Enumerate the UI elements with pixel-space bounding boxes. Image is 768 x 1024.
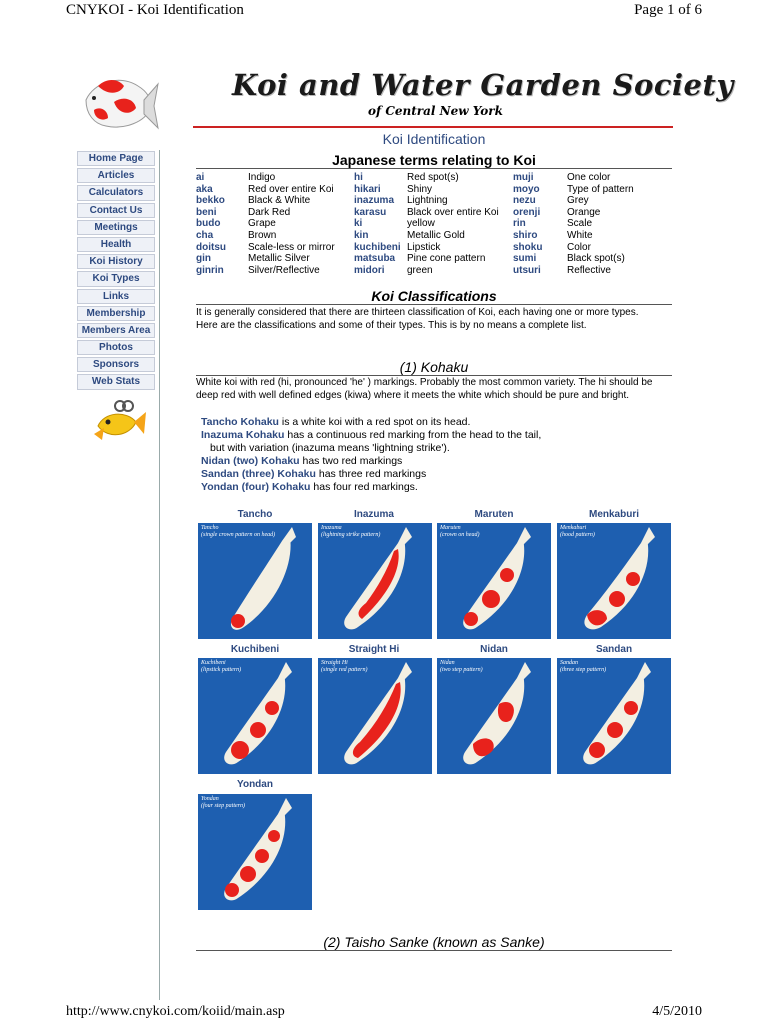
term: karasu	[354, 206, 387, 218]
site-banner-subtitle: of Central New York	[368, 104, 503, 118]
koi-illustration-tancho	[198, 523, 312, 639]
term: bekko	[196, 195, 225, 207]
koi-photo-nidan: Nidan (two step pattern)	[437, 658, 551, 774]
nav-membership[interactable]: Membership	[77, 306, 155, 321]
term: cha	[196, 229, 214, 241]
koi-logo-icon	[80, 70, 160, 138]
photo-label-straight-hi: Straight Hi	[348, 644, 400, 655]
term: ai	[196, 172, 205, 183]
koi-illustration-menkaburi	[557, 523, 671, 639]
site-banner-title: Koi and Water Garden Society	[232, 68, 734, 102]
terms-heading: Japanese terms relating to Koi	[332, 152, 536, 168]
sanke-heading-area	[196, 934, 672, 951]
term: kin	[354, 229, 369, 241]
koi-illustration-yondan	[198, 794, 312, 910]
term: matsuba	[354, 253, 396, 265]
meaning: Brown	[248, 229, 277, 241]
nav-photos[interactable]: Photos	[77, 340, 155, 355]
variety-name: Yondan (four) Kohaku	[201, 481, 311, 493]
variety-text: has four red markings.	[310, 481, 418, 493]
term: aka	[196, 183, 213, 195]
term: inazuma	[354, 195, 395, 207]
meaning: Pine cone pattern	[407, 253, 486, 265]
meaning: White	[567, 229, 593, 241]
meaning: yellow	[407, 218, 435, 230]
kohaku-rule	[196, 375, 672, 376]
meaning: Indigo	[248, 172, 276, 183]
meaning: Black spot(s)	[567, 253, 625, 265]
photo-label-menkaburi: Menkaburi	[588, 509, 639, 520]
variety-inazuma	[196, 429, 672, 442]
term: moyo	[513, 183, 540, 195]
classifications-rule	[196, 304, 672, 305]
meaning: Grey	[567, 195, 589, 207]
page-header-title: CNYKOI - Koi Identification	[66, 2, 244, 18]
meaning: Black & White	[248, 195, 311, 207]
classifications-intro	[196, 307, 672, 332]
koi-illustration-nidan	[437, 658, 551, 774]
koi-photo-sandan: Sandan (three step pattern)	[557, 658, 671, 774]
nav-web-stats[interactable]: Web Stats	[77, 374, 155, 389]
meaning: Lightning	[407, 195, 448, 207]
meaning: Scale	[567, 218, 593, 230]
photo-label-nidan: Nidan	[480, 644, 508, 655]
term: hikari	[354, 183, 381, 195]
classifications-heading: Koi Classifications	[371, 288, 497, 304]
variety-text: is a white koi with a red spot on its head.	[278, 416, 471, 428]
meaning: Type of pattern	[567, 183, 634, 195]
nav-sponsors[interactable]: Sponsors	[77, 357, 155, 372]
kohaku-description: White koi with red (hi, pronounced 'he' ) markings. Probably the most common variety. The hi should be deep red with well defined edges (kiwa) where it meets the white which should be pure and bright.	[196, 377, 653, 401]
terms-col-3-terms	[513, 172, 542, 276]
terms-col-1-terms	[196, 172, 226, 276]
meaning: Lipstick	[407, 241, 441, 253]
nav-koi-history[interactable]: Koi History	[77, 254, 155, 269]
meaning: Shiny	[407, 183, 433, 195]
kohaku-heading: (1) Kohaku	[399, 359, 469, 375]
koi-photo-kuchibeni: Kuchibeni (lipstick pattern)	[198, 658, 312, 774]
variety-name: Tancho Kohaku	[201, 416, 279, 428]
variety-text: but with variation (inazuma means 'lightning strike').	[210, 442, 450, 454]
variety-text: has two red markings	[299, 455, 403, 467]
meaning: Red over entire Koi	[248, 183, 334, 195]
meaning: Black over entire Koi	[407, 206, 499, 218]
term: midori	[354, 264, 385, 276]
sidebar-nav	[77, 151, 155, 392]
photo-label-inazuma: Inazuma	[353, 509, 394, 520]
meaning: Silver/Reflective	[248, 264, 320, 276]
meaning: green	[407, 264, 433, 276]
meaning: Scale-less or mirror	[248, 241, 335, 253]
intro-paragraph-2: Here are the classifications and some of their types. This is by no means a complete list.	[196, 319, 587, 331]
section-title-area	[196, 131, 672, 147]
page-footer-url[interactable]: http://www.cnykoi.com/koiid/main.asp	[66, 1004, 285, 1019]
nav-health[interactable]: Health	[77, 237, 155, 252]
koi-illustration-straight-hi	[318, 658, 432, 774]
koi-illustration-sandan	[557, 658, 671, 774]
nav-home-page[interactable]: Home Page	[77, 151, 155, 166]
term: sumi	[513, 253, 537, 265]
term: nezu	[513, 195, 536, 207]
kohaku-varieties	[196, 416, 672, 494]
banner-divider	[193, 126, 673, 128]
variety-inazuma-cont	[196, 442, 672, 455]
nav-contact-us[interactable]: Contact Us	[77, 203, 155, 218]
sidebar-divider	[159, 150, 160, 1000]
photo-label-tancho: Tancho	[237, 509, 273, 520]
meaning: Orange	[567, 206, 601, 218]
page-number: Page 1 of 6	[634, 2, 702, 18]
page-footer-date: 4/5/2010	[652, 1004, 702, 1019]
koi-photo-tancho: Tancho (single crown pattern on head)	[198, 523, 312, 639]
meaning: Metallic Gold	[407, 229, 465, 241]
terms-col-3-meanings	[567, 172, 634, 276]
terms-rule	[196, 168, 672, 169]
term: orenji	[513, 206, 541, 218]
meaning: Metallic Silver	[248, 253, 310, 265]
term: doitsu	[196, 241, 226, 253]
yellow-fish-icon	[90, 398, 146, 444]
sanke-heading: (2) Taisho Sanke (known as Sanke)	[323, 934, 545, 950]
meaning: Grape	[248, 218, 276, 230]
nav-members-area[interactable]: Members Area	[77, 323, 155, 338]
photo-label-yondan: Yondan	[237, 779, 273, 790]
photo-label-sandan: Sandan	[595, 644, 633, 655]
koi-photo-straight-hi: Straight Hi (single red pattern)	[318, 658, 432, 774]
variety-yondan	[196, 481, 672, 494]
sanke-rule	[196, 950, 672, 951]
koi-photo-maruten: Maruten (crown on head)	[437, 523, 551, 639]
meaning: Reflective	[567, 264, 611, 276]
nav-koi-types[interactable]: Koi Types	[77, 271, 155, 286]
variety-name: Nidan (two) Kohaku	[201, 455, 300, 467]
term: ki	[354, 218, 363, 230]
meaning: Red spot(s)	[407, 172, 459, 183]
kohaku-heading-area	[196, 359, 672, 376]
term: rin	[513, 218, 526, 230]
nav-links[interactable]: Links	[77, 289, 155, 304]
koi-photo-menkaburi: Menkaburi (hood pattern)	[557, 523, 671, 639]
variety-name: Inazuma Kohaku	[201, 429, 285, 441]
classifications-heading-area	[196, 288, 672, 305]
photo-label-maruten: Maruten	[474, 509, 514, 520]
term: gin	[196, 253, 211, 265]
variety-sandan	[196, 468, 672, 481]
terms-col-2-meanings	[407, 172, 499, 276]
term: utsuri	[513, 264, 541, 276]
terms-col-1-meanings	[248, 172, 335, 276]
terms-heading-area	[196, 152, 672, 169]
intro-paragraph-1: It is generally considered that there are thirteen classification of Koi, each having one or more types.	[196, 307, 639, 318]
meaning: One color	[567, 172, 611, 183]
nav-calculators[interactable]: Calculators	[77, 185, 155, 200]
terms-col-2-terms	[354, 172, 401, 276]
variety-text: has three red markings	[315, 468, 427, 480]
term: beni	[196, 206, 217, 218]
term: budo	[196, 218, 221, 230]
koi-illustration-kuchibeni	[198, 658, 312, 774]
koi-photo-yondan: Yondan (four step pattern)	[198, 794, 312, 910]
term: kuchibeni	[354, 241, 401, 253]
term: hi	[354, 172, 363, 183]
variety-text: has a continuous red marking from the head to the tail,	[284, 429, 542, 441]
photo-label-kuchibeni: Kuchibeni	[230, 644, 280, 655]
meaning: Dark Red	[248, 206, 291, 218]
nav-articles[interactable]: Articles	[77, 168, 155, 183]
koi-illustration-maruten	[437, 523, 551, 639]
variety-name: Sandan (three) Kohaku	[201, 468, 316, 480]
term: shiro	[513, 229, 538, 241]
variety-tancho	[196, 416, 672, 429]
section-title: Koi Identification	[382, 131, 486, 147]
term: shoku	[513, 241, 543, 253]
koi-illustration-inazuma	[318, 523, 432, 639]
term: muji	[513, 172, 534, 183]
meaning: Color	[567, 241, 591, 253]
variety-nidan	[196, 455, 672, 468]
koi-photo-inazuma: Inazuma (lightning strike pattern)	[318, 523, 432, 639]
term: ginrin	[196, 264, 224, 276]
nav-meetings[interactable]: Meetings	[77, 220, 155, 235]
